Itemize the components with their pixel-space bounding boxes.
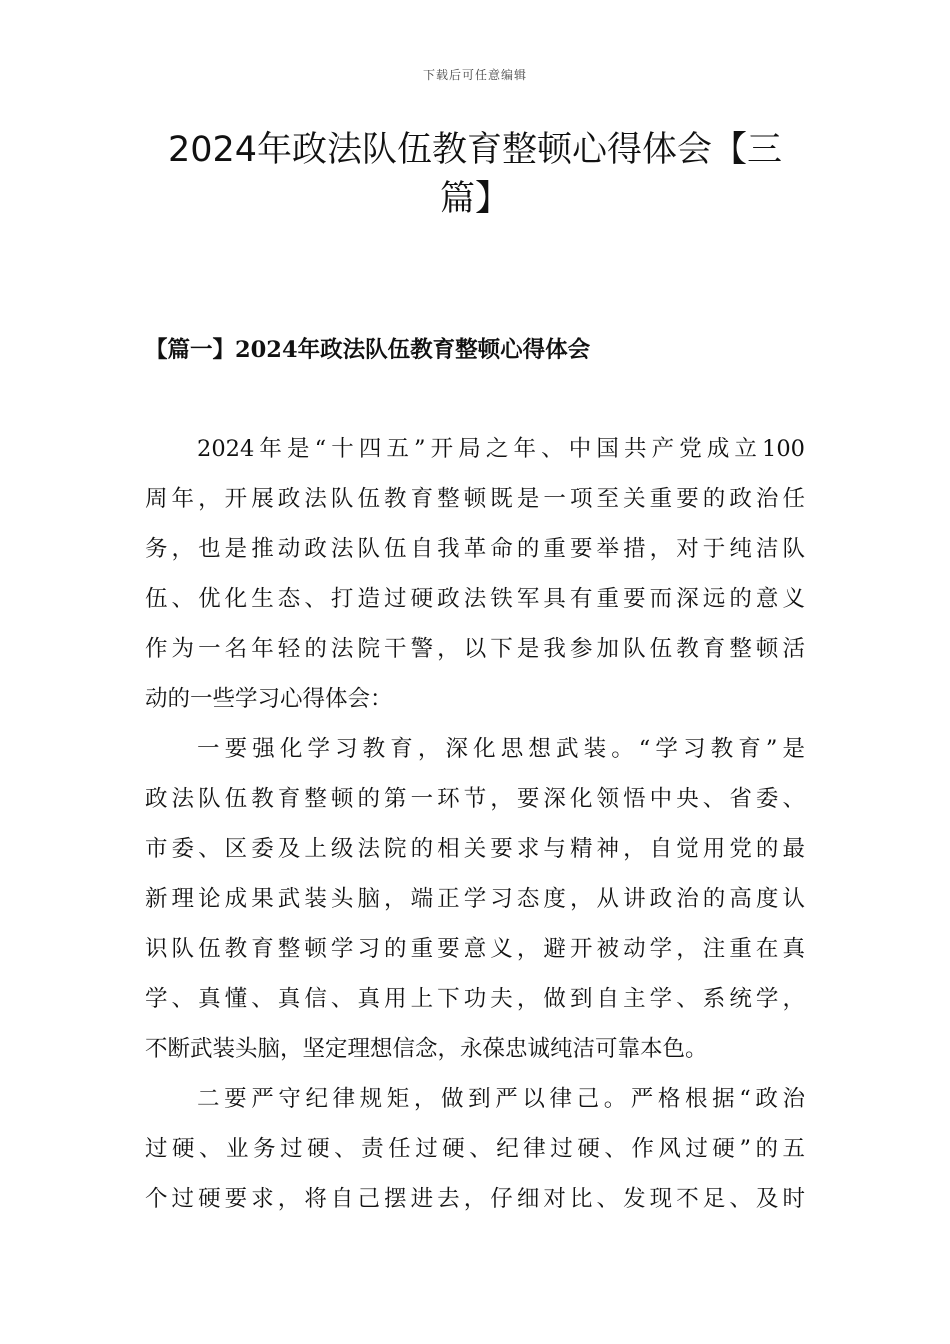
paragraph-line: 2024年是“十四五”开局之年、中国共产党成立100 (197, 436, 805, 462)
paragraph-line: 周年，开展政法队伍教育整顿既是一项至关重要的政治任 (145, 486, 805, 512)
paragraph-line: 二要严守纪律规矩，做到严以律己。严格根据“政治 (197, 1086, 805, 1112)
paragraph-line: 一要强化学习教育，深化思想武装。“学习教育”是 (197, 736, 805, 762)
paragraph-line: 动的一些学习心得体会： (145, 686, 393, 712)
paragraph-line: 务，也是推动政法队伍自我革命的重要举措，对于纯洁队 (145, 536, 805, 562)
section-heading: 【篇一】2024年政法队伍教育整顿心得体会 (145, 337, 591, 363)
paragraph-line: 过硬、业务过硬、责任过硬、纪律过硬、作风过硬”的五 (145, 1136, 805, 1162)
body-text (145, 424, 805, 1224)
document-title: 2024年政法队伍教育整顿心得体会【三篇】 (167, 130, 783, 219)
paragraph-line: 伍、优化生态、打造过硬政法铁军具有重要而深远的意义 (145, 586, 805, 612)
paragraph-line: 政法队伍教育整顿的第一环节，要深化领悟中央、省委、 (145, 786, 805, 812)
paragraph-line: 学、真懂、真信、真用上下功夫，做到自主学、系统学， (145, 986, 805, 1012)
paragraph-line: 新理论成果武装头脑，端正学习态度，从讲政治的高度认 (145, 886, 805, 912)
paragraph-line: 个过硬要求，将自己摆进去，仔细对比、发现不足、及时 (145, 1186, 805, 1212)
paragraph-line: 市委、区委及上级法院的相关要求与精神，自觉用党的最 (145, 836, 805, 862)
paragraph-line: 作为一名年轻的法院干警，以下是我参加队伍教育整顿活 (145, 636, 805, 662)
paragraph-line: 不断武装头脑，坚定理想信念，永葆忠诚纯洁可靠本色。 (145, 1036, 708, 1062)
header-note: 下载后可任意编辑 (422, 68, 527, 82)
paragraph-line: 识队伍教育整顿学习的重要意义，避开被动学，注重在真 (145, 936, 805, 962)
